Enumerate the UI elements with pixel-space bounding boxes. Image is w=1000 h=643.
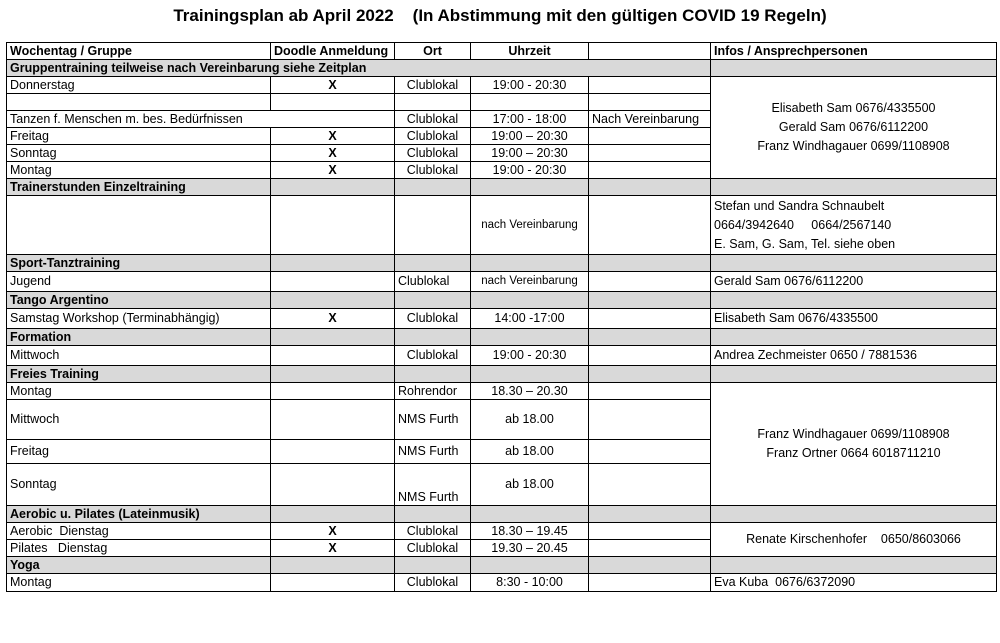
doodle-cell: X [271, 162, 395, 179]
doodle-cell: X [271, 145, 395, 162]
zeit-cell: nach Vereinbarung [471, 196, 589, 255]
day-cell: Freitag [7, 440, 271, 464]
section-title: Yoga [7, 557, 271, 574]
day-cell: Montag [7, 574, 271, 592]
section-title: Sport-Tanztraining [7, 255, 271, 272]
contact-line: Franz Windhagauer 0699/1108908 [757, 139, 950, 153]
contact-line: Renate Kirschenhofer 0650/8603066 [746, 532, 961, 546]
day-cell: Sonntag [7, 145, 271, 162]
day-cell: Freitag [7, 128, 271, 145]
doodle-cell: X [271, 128, 395, 145]
section-title: Aerobic u. Pilates (Lateinmusik) [7, 506, 271, 523]
table-row [7, 77, 997, 94]
zeit-cell: 19:00 - 20:30 [471, 77, 589, 94]
zeit-cell: nach Vereinbarung [471, 272, 589, 292]
info-cell: Elisabeth Sam 0676/4335500 [711, 309, 997, 329]
training-schedule-table [6, 42, 997, 592]
header-infos: Infos / Ansprechpersonen [711, 43, 997, 60]
doodle-cell: X [271, 77, 395, 94]
zeit-cell: 18.30 – 20.30 [471, 383, 589, 400]
day-cell: Jugend [7, 272, 271, 292]
zeit-cell: 19:00 - 20:30 [471, 346, 589, 366]
doodle-cell: X [271, 523, 395, 540]
info-cell: Gerald Sam 0676/6112200 [711, 272, 997, 292]
zeit-cell: ab 18.00 [471, 464, 589, 506]
zeit-cell: 19:00 - 20:30 [471, 162, 589, 179]
section-title: Gruppentraining teilweise nach Vereinbarung siehe Zeitplan [7, 60, 711, 77]
header-wochentag: Wochentag / Gruppe [7, 43, 271, 60]
section-row [7, 329, 997, 346]
info-cell: Eva Kuba 0676/6372090 [711, 574, 997, 592]
ort-cell: Clublokal [395, 162, 471, 179]
table-row [7, 523, 997, 540]
day-cell: Samstag Workshop (Terminabhängig) [7, 309, 271, 329]
info-cell-freies [711, 383, 997, 506]
day-cell: Tanzen f. Menschen m. bes. Bedürfnissen [7, 111, 395, 128]
ort-cell: Clublokal [395, 145, 471, 162]
table-row [7, 383, 997, 400]
zeit-cell: 14:00 -17:00 [471, 309, 589, 329]
zeit-cell: 17:00 - 18:00 [471, 111, 589, 128]
section-title: Freies Training [7, 366, 271, 383]
table-row [7, 574, 997, 592]
table-row [7, 309, 997, 329]
section-row [7, 366, 997, 383]
section-title: Formation [7, 329, 271, 346]
zeit-cell: 8:30 - 10:00 [471, 574, 589, 592]
contact-line: 0664/3942640 0664/2567140 [714, 217, 892, 232]
info-cell: Andrea Zechmeister 0650 / 7881536 [711, 346, 997, 366]
header-doodle: Doodle Anmeldung [271, 43, 395, 60]
extra-cell: Nach Vereinbarung [589, 111, 711, 128]
ort-cell: Clublokal [395, 346, 471, 366]
day-cell: Aerobic Dienstag [7, 523, 271, 540]
day-cell: Mittwoch [7, 400, 271, 440]
zeit-cell: ab 18.00 [471, 400, 589, 440]
contact-line: Stefan und Sandra Schnaubelt [714, 198, 885, 213]
ort-cell: NMS Furth [395, 440, 471, 464]
ort-cell: Clublokal [395, 309, 471, 329]
ort-cell: Clublokal [395, 574, 471, 592]
zeit-cell: 19:00 – 20:30 [471, 145, 589, 162]
section-row [7, 557, 997, 574]
contact-line: Franz Windhagauer 0699/1108908 [757, 427, 950, 441]
contact-line: E. Sam, G. Sam, Tel. siehe oben [714, 236, 896, 251]
contact-line: Gerald Sam 0676/6112200 [778, 120, 929, 134]
section-row [7, 179, 997, 196]
day-cell: Montag [7, 162, 271, 179]
day-cell: Donnerstag [7, 77, 271, 94]
ort-cell: Clublokal [395, 128, 471, 145]
doodle-cell: X [271, 540, 395, 557]
zeit-cell: 19.30 – 20.45 [471, 540, 589, 557]
table-row [7, 346, 997, 366]
info-cell-aerobic [711, 523, 997, 557]
section-row [7, 60, 997, 77]
zeit-cell: 19:00 – 20:30 [471, 128, 589, 145]
zeit-cell: ab 18.00 [471, 440, 589, 464]
doodle-cell: X [271, 309, 395, 329]
header-row [7, 43, 997, 60]
day-cell: Sonntag [7, 464, 271, 506]
table-row [7, 196, 997, 255]
table-row [7, 272, 997, 292]
contact-line: Elisabeth Sam 0676/4335500 [771, 101, 936, 115]
info-cell-gruppen [711, 77, 997, 179]
section-title: Tango Argentino [7, 292, 271, 309]
ort-cell: Clublokal [395, 111, 471, 128]
ort-cell: Clublokal [395, 77, 471, 94]
header-extra [589, 43, 711, 60]
day-cell: Mittwoch [7, 346, 271, 366]
day-cell: Montag [7, 383, 271, 400]
contact-line: Franz Ortner 0664 6018711210 [766, 446, 941, 460]
ort-cell: Rohrendor [395, 383, 471, 400]
ort-cell: Clublokal [395, 540, 471, 557]
ort-cell: NMS Furth [395, 400, 471, 440]
section-title: Trainerstunden Einzeltraining [7, 179, 271, 196]
header-uhrzeit: Uhrzeit [471, 43, 589, 60]
section-row [7, 255, 997, 272]
page-title: Trainingsplan ab April 2022 (In Abstimmung mit den gültigen COVID 19 Regeln) [173, 6, 827, 25]
day-cell: Pilates Dienstag [7, 540, 271, 557]
section-row [7, 506, 997, 523]
zeit-cell: 18.30 – 19.45 [471, 523, 589, 540]
header-ort: Ort [395, 43, 471, 60]
ort-cell: NMS Furth [395, 464, 471, 506]
ort-cell: Clublokal [395, 523, 471, 540]
ort-cell: Clublokal [395, 272, 471, 292]
info-cell-trainer [711, 196, 997, 255]
section-row [7, 292, 997, 309]
